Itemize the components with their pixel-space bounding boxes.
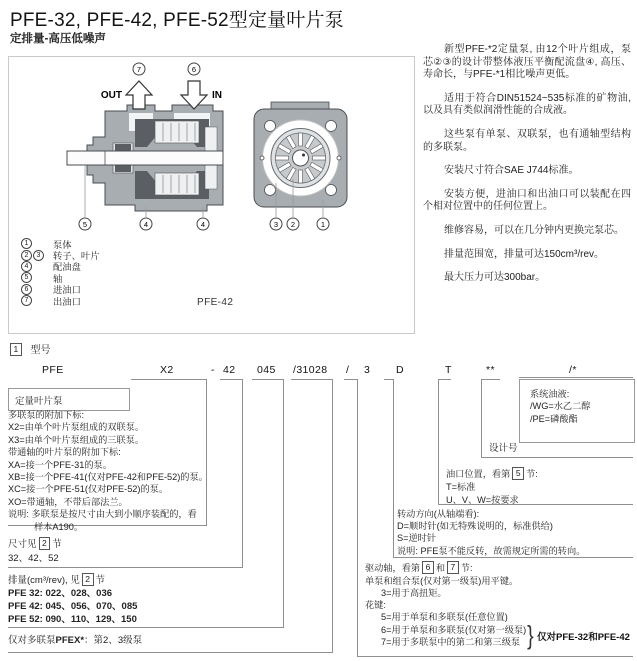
connector-line bbox=[242, 379, 243, 567]
design-number-label: 设计号 bbox=[489, 443, 518, 454]
connector-line bbox=[344, 379, 358, 380]
legend-label: 配油盘 bbox=[53, 262, 81, 273]
cartridge-upper bbox=[155, 121, 199, 143]
shaft-head-mid: 和 bbox=[435, 563, 446, 573]
legend-label: 转子、叶片 bbox=[53, 251, 100, 262]
connector-line bbox=[252, 379, 284, 380]
svg-text:2: 2 bbox=[290, 220, 296, 229]
callout-6 bbox=[188, 63, 200, 75]
code-token-port: T bbox=[445, 364, 452, 376]
fluid-option: /PE=磷酸酯 bbox=[530, 413, 578, 424]
desc-paragraph: 维修容易，可以在几分钟内更换完泵芯。 bbox=[444, 224, 624, 236]
svg-text:1: 1 bbox=[320, 220, 326, 229]
callout-3 bbox=[270, 218, 282, 230]
text-line: 6=用于单泵和多联泵(仅对第一级泵) bbox=[381, 624, 527, 635]
section-ref-box: 5 bbox=[512, 467, 524, 480]
legend-label: 泵体 bbox=[53, 239, 72, 250]
circled-3-icon: 3 bbox=[33, 250, 44, 261]
size-pre: 尺寸见 bbox=[8, 539, 37, 550]
text-line: 5=用于单泵和多联泵(任意位置) bbox=[381, 612, 508, 623]
connector-line bbox=[332, 379, 333, 652]
legend-item-6 bbox=[21, 295, 100, 306]
pin-right bbox=[337, 156, 341, 160]
desc-paragraph: 排量范围宽，排量可达150cm³/rev。 bbox=[444, 248, 605, 260]
bearing-lower bbox=[115, 165, 131, 172]
section-ref-box: 6 bbox=[422, 561, 434, 574]
circled-1-icon: 1 bbox=[21, 238, 32, 249]
rotor-hub bbox=[293, 150, 309, 166]
section-header bbox=[8, 341, 51, 357]
multi-pump-block bbox=[8, 409, 208, 533]
text-line bbox=[365, 562, 526, 575]
description-column bbox=[423, 44, 631, 296]
svg-text:7: 7 bbox=[136, 65, 142, 74]
displacement-block bbox=[8, 574, 137, 626]
pump-figure bbox=[8, 56, 415, 334]
page-title: PFE-32, PFE-42, PFE-52型定量叶片泵 bbox=[10, 10, 344, 31]
code-token-2nd: /31028 bbox=[293, 364, 328, 376]
connector-line bbox=[283, 379, 284, 627]
connector-line bbox=[291, 379, 333, 380]
callout-2 bbox=[287, 218, 299, 230]
text-line: S=逆时针 bbox=[397, 533, 437, 544]
text-line: XO=带通轴，不带后部法兰。 bbox=[8, 496, 128, 507]
shaft bbox=[67, 151, 223, 165]
legend-label: 轴 bbox=[53, 273, 63, 284]
callout-4b bbox=[197, 218, 209, 230]
size-block bbox=[8, 538, 62, 566]
desc-paragraph: 适用于符合DIN51524~535标准的矿物油,以及具有类似润滑性能的合成液。 bbox=[423, 92, 631, 117]
connector-line bbox=[393, 557, 633, 558]
pump-front-view bbox=[254, 102, 347, 230]
text-line bbox=[8, 574, 137, 587]
legend-label: 出油口 bbox=[53, 296, 81, 307]
code-token-size: 42 bbox=[223, 364, 236, 376]
connector-line bbox=[438, 379, 439, 504]
text-line: 7=用于多联泵中的第二和第三级泵 bbox=[381, 636, 521, 647]
figure-legend bbox=[21, 238, 100, 306]
page-subtitle: 定排量-高压低噪声 bbox=[10, 33, 106, 45]
code-token-rot: D bbox=[396, 364, 404, 376]
text-line: T=标准 bbox=[446, 482, 476, 492]
code-token-disp: 045 bbox=[257, 364, 276, 376]
fluid-title: 系统油液: bbox=[530, 389, 570, 399]
text-line bbox=[446, 468, 538, 481]
pin-left bbox=[260, 156, 264, 160]
size-values: 32、42、52 bbox=[8, 553, 59, 565]
text-line: 带通轴的叶片泵的附加下标: bbox=[8, 447, 121, 458]
code-token-pfe: PFE bbox=[42, 364, 64, 376]
desc-paragraph: 安装尺寸符合SAE J744标准。 bbox=[444, 165, 579, 177]
bearing-upper bbox=[115, 144, 131, 151]
callout-5 bbox=[79, 218, 91, 230]
connector-line bbox=[438, 379, 451, 380]
pump-type-box bbox=[8, 388, 130, 411]
desc-paragraph: 最大压力可达300bar。 bbox=[444, 272, 546, 284]
code-token-slash: / bbox=[346, 364, 350, 376]
svg-text:6: 6 bbox=[191, 65, 197, 74]
connector-line bbox=[8, 567, 243, 568]
svg-text:5: 5 bbox=[82, 220, 88, 229]
section-number-box: 1 bbox=[10, 343, 22, 356]
pump-type-label: 定量叶片泵 bbox=[15, 396, 63, 407]
disp-row: PFE 52: 090、110、129、150 bbox=[8, 614, 137, 625]
disp-row: PFE 32: 022、028、036 bbox=[8, 588, 113, 599]
circled-4-icon: 4 bbox=[21, 261, 32, 272]
only-for-note: 仅对PFE-32和PFE-42 bbox=[537, 632, 630, 643]
code-token-design: ** bbox=[486, 364, 495, 376]
connector-line bbox=[357, 379, 358, 656]
text-line: X2=由单个叶片泵组成的双联泵。 bbox=[8, 422, 145, 433]
text-line: U、V、W=按要求 bbox=[446, 495, 519, 505]
text-line: XA=接一个PFE-31的泵。 bbox=[8, 459, 112, 470]
text-line: 说明: PFE泵不能反转，故需规定所需的转向。 bbox=[397, 545, 586, 556]
callout-4a bbox=[140, 218, 152, 230]
text-line: 花键: bbox=[365, 600, 386, 611]
shaft-head-post: 节: bbox=[460, 563, 473, 573]
svg-text:3: 3 bbox=[273, 220, 279, 229]
text-line: 3=用于高扭矩。 bbox=[381, 587, 447, 598]
circled-6-icon: 6 bbox=[21, 284, 32, 295]
note-code: PFEX* bbox=[55, 635, 85, 646]
section-ref-box: 2 bbox=[82, 573, 94, 586]
callout-1 bbox=[317, 218, 329, 230]
pump-cross-section bbox=[67, 63, 223, 230]
connector-line bbox=[357, 656, 633, 657]
circled-7-icon: 7 bbox=[21, 295, 32, 306]
hub-notch bbox=[302, 154, 305, 157]
code-token-shaft: 3 bbox=[364, 364, 371, 376]
callout-7 bbox=[133, 63, 145, 75]
text-line bbox=[8, 538, 62, 551]
desc-paragraph: 安装方便，进油口和出油口可以装配在四个相对位置中的任何位置上。 bbox=[423, 188, 631, 213]
connector-line bbox=[220, 379, 243, 380]
in-label: IN bbox=[212, 90, 222, 101]
code-token-x2: X2 bbox=[160, 364, 174, 376]
shaft-head-pre: 驱动轴，看第 bbox=[365, 563, 421, 573]
note-post: ：第2、3级泵 bbox=[84, 635, 143, 646]
desc-paragraph: 新型PFE-*2定量泵, 由12个叶片组成，泵芯②③的设计带整体液压平衡配流盘④, 高压、寿命长，与PFE-*1相比噪声更低。 bbox=[423, 44, 631, 81]
note-pre: 仅对多联泵 bbox=[8, 635, 56, 646]
section-title: 型号 bbox=[30, 345, 51, 356]
second-pump-note bbox=[8, 635, 142, 647]
disp-pre: 排量(cm³/rev), 见 bbox=[8, 575, 80, 586]
size-post: 节 bbox=[52, 539, 62, 550]
text-line: 样本A190。 bbox=[34, 521, 84, 532]
cartridge-lower bbox=[155, 173, 199, 195]
ports-block bbox=[446, 468, 538, 507]
connector-line bbox=[519, 377, 633, 378]
text-line: 单泵和组合泵(仅对第一级泵)用平键。 bbox=[365, 575, 519, 586]
text-line: X3=由单个叶片泵组成的三联泵。 bbox=[8, 434, 145, 445]
svg-text:4: 4 bbox=[200, 220, 206, 229]
figure-caption: PFE-42 bbox=[197, 297, 234, 308]
text-line: XB=接一个PFE-41(仅对PFE-42和PFE-52)的泵。 bbox=[8, 472, 208, 483]
connector-line bbox=[481, 379, 482, 457]
section-ref-box: 2 bbox=[39, 537, 51, 550]
ports-pre: 油口位置，看第 bbox=[446, 469, 511, 479]
ordering-code-section bbox=[0, 338, 637, 661]
code-token-fluid: /* bbox=[569, 364, 577, 376]
brace-glyph: } bbox=[527, 620, 534, 650]
text-line: 多联泵的附加下标: bbox=[8, 410, 85, 420]
connector-line bbox=[481, 457, 633, 458]
connector-line bbox=[481, 379, 500, 380]
desc-paragraph: 这些泵有单泵、双联泵，也有通轴型结构的多联泵。 bbox=[423, 128, 631, 153]
connector-line bbox=[131, 379, 207, 380]
out-label: OUT bbox=[100, 90, 122, 101]
rotation-block bbox=[397, 508, 585, 557]
disp-row: PFE 42: 045、056、070、085 bbox=[8, 601, 138, 612]
text-line: 说明: 多联泵是按尺寸由大到小顺序装配的，看 bbox=[8, 509, 197, 520]
fluid-option: /WG=水乙二醇 bbox=[530, 401, 591, 412]
svg-text:4: 4 bbox=[143, 220, 149, 229]
connector-line bbox=[8, 652, 333, 653]
text-line: D=顺时针(如无特殊说明的，标准供给) bbox=[397, 521, 553, 532]
code-token-dash: - bbox=[211, 364, 215, 376]
circled-5-icon: 5 bbox=[21, 272, 32, 283]
fluid-box bbox=[519, 379, 635, 443]
connector-line bbox=[393, 379, 394, 557]
pump-diagram bbox=[9, 57, 412, 235]
connector-line bbox=[8, 627, 284, 628]
section-ref-box: 7 bbox=[447, 561, 459, 574]
circled-2-icon: 2 bbox=[21, 250, 32, 261]
drive-shaft-block bbox=[365, 562, 526, 648]
disp-post: 节 bbox=[95, 575, 106, 586]
ports-post: 节: bbox=[526, 469, 538, 479]
legend-label: 进油口 bbox=[53, 285, 81, 296]
text-line: XC=接一个PFE-51(仅对PFE-52)的泵。 bbox=[8, 484, 169, 495]
text-line: 转动方向(从轴端看): bbox=[397, 509, 480, 519]
